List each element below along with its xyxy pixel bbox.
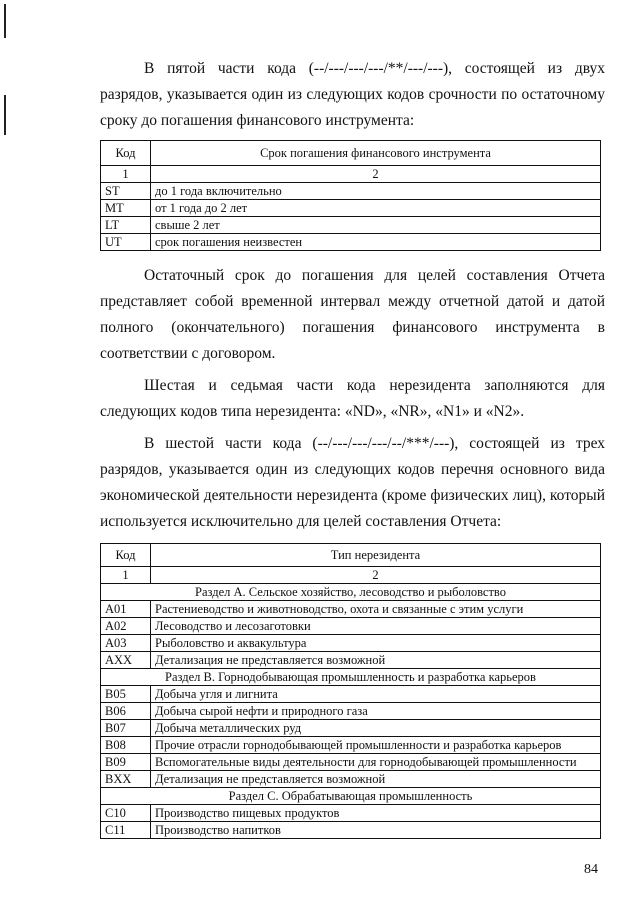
table-row <box>101 686 601 703</box>
code-cell: B06 <box>101 703 151 720</box>
column-number: 2 <box>151 567 601 584</box>
paragraph-part5: В пятой части кода (--/---/---/---/**/---/---), состоящей из двух разрядов, указывается один из следующих кодов срочности по остаточному сроку до погашения финансового инструмента: <box>100 60 605 129</box>
code-cell: B09 <box>101 754 151 771</box>
description-cell: Добыча металлических руд <box>151 720 601 737</box>
description-cell: Детализация не представляется возможной <box>151 652 601 669</box>
column-number-row <box>101 567 601 584</box>
scan-margin-mark <box>4 4 6 38</box>
description-cell: до 1 года включительно <box>151 183 601 200</box>
maturity-codes-table <box>100 140 601 251</box>
code-cell: A03 <box>101 635 151 652</box>
table-row <box>101 183 601 200</box>
table-row <box>101 737 601 754</box>
code-cell: ST <box>101 183 151 200</box>
description-cell: срок погашения неизвестен <box>151 234 601 251</box>
table-row <box>101 601 601 618</box>
section-row <box>101 788 601 805</box>
description-cell: Вспомогательные виды деятельности для горнодобывающей промышленности <box>151 754 601 771</box>
section-row <box>101 669 601 686</box>
column-number: 1 <box>101 166 151 183</box>
page-number: 84 <box>584 862 598 877</box>
code-cell: A01 <box>101 601 151 618</box>
code-cell: C10 <box>101 805 151 822</box>
description-cell: от 1 года до 2 лет <box>151 200 601 217</box>
table-row <box>101 720 601 737</box>
scan-margin-mark <box>4 95 6 135</box>
description-cell: Детализация не представляется возможной <box>151 771 601 788</box>
table-row <box>101 805 601 822</box>
code-cell: B08 <box>101 737 151 754</box>
document-page <box>100 56 605 839</box>
paragraph-parts-6-7: Шестая и седьмая части кода нерезидента заполняются для следующих кодов типа нерезидента: «ND», «NR», «N1» и «N2». <box>100 377 605 420</box>
table-row <box>101 635 601 652</box>
code-cell: B05 <box>101 686 151 703</box>
table-row <box>101 771 601 788</box>
table-row <box>101 703 601 720</box>
column-number-row <box>101 166 601 183</box>
description-cell: Добыча сырой нефти и природного газа <box>151 703 601 720</box>
paragraph-maturity: Остаточный срок до погашения для целей составления Отчета представляет собой временной интервал между отчетной датой и датой полного (окончательного) погашения финансового инструмента в соответствии с договором. <box>100 267 605 362</box>
code-cell: MT <box>101 200 151 217</box>
table-header-row <box>101 544 601 567</box>
description-cell: Производство напитков <box>151 822 601 839</box>
code-cell: AXX <box>101 652 151 669</box>
table-row <box>101 200 601 217</box>
header-code: Код <box>101 544 151 567</box>
code-cell: A02 <box>101 618 151 635</box>
header-code: Код <box>101 141 151 166</box>
code-cell: UT <box>101 234 151 251</box>
header-maturity: Срок погашения финансового инструмента <box>151 141 601 166</box>
description-cell: Рыболовство и аквакультура <box>151 635 601 652</box>
table-row <box>101 217 601 234</box>
header-nonresident-type: Тип нерезидента <box>151 544 601 567</box>
table-row <box>101 652 601 669</box>
code-cell: LT <box>101 217 151 234</box>
code-cell: B07 <box>101 720 151 737</box>
description-cell: Добыча угля и лигнита <box>151 686 601 703</box>
section-b-title: Раздел В. Горнодобывающая промышленность и разработка карьеров <box>101 669 601 686</box>
column-number: 1 <box>101 567 151 584</box>
activity-codes-table <box>100 543 601 839</box>
section-a-title: Раздел А. Сельское хозяйство, лесоводство и рыболовство <box>101 584 601 601</box>
paragraph-part6: В шестой части кода (--/---/---/---/--/***/---), состоящей из трех разрядов, указывается один из следующих кодов перечня основного вида экономической деятельности нерезидента (кроме физических лиц), который используется исключительно для целей составления Отчета: <box>100 435 605 530</box>
table-row <box>101 754 601 771</box>
description-cell: Лесоводство и лесозаготовки <box>151 618 601 635</box>
description-cell: свыше 2 лет <box>151 217 601 234</box>
description-cell: Прочие отрасли горнодобывающей промышленности и разработка карьеров <box>151 737 601 754</box>
table-header-row <box>101 141 601 166</box>
section-c-title: Раздел С. Обрабатывающая промышленность <box>101 788 601 805</box>
table-row <box>101 618 601 635</box>
code-cell: C11 <box>101 822 151 839</box>
section-row <box>101 584 601 601</box>
description-cell: Растениеводство и животноводство, охота и связанные с этим услуги <box>151 601 601 618</box>
table-row <box>101 822 601 839</box>
column-number: 2 <box>151 166 601 183</box>
description-cell: Производство пищевых продуктов <box>151 805 601 822</box>
code-cell: BXX <box>101 771 151 788</box>
table-row <box>101 234 601 251</box>
